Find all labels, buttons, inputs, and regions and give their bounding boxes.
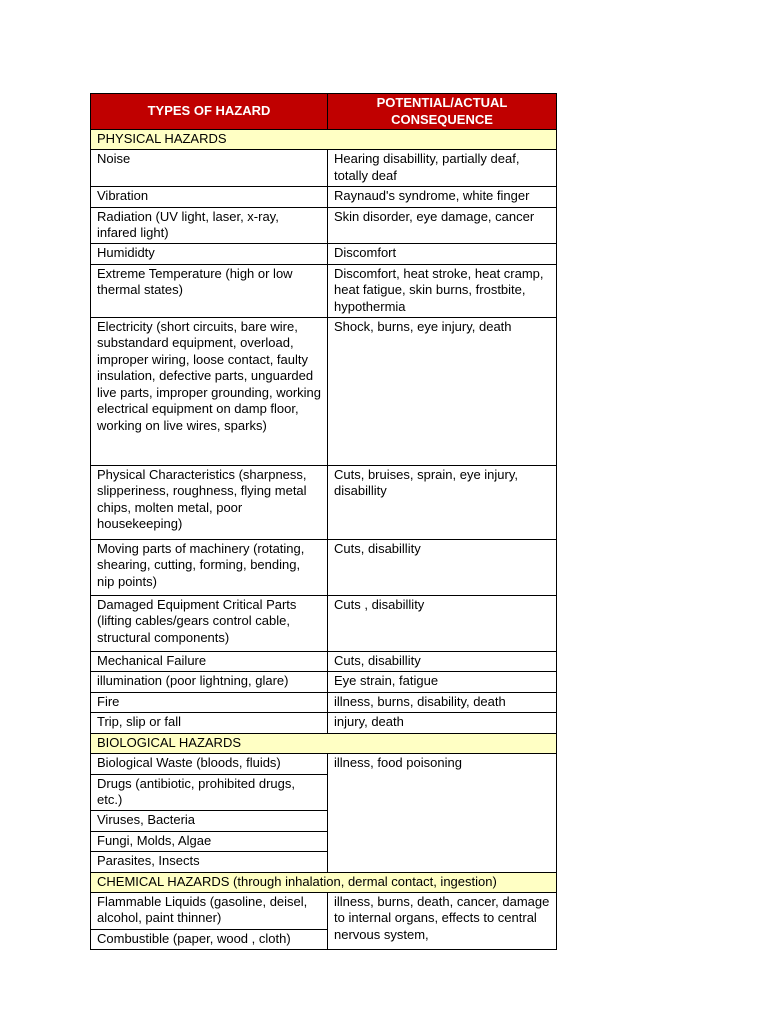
table-row: [91, 150, 557, 187]
hazard-cell: Flammable Liquids (gasoline, deisel, alcohol, paint thinner): [91, 892, 328, 929]
hazard-cell: Fungi, Molds, Algae: [91, 831, 328, 851]
consequence-cell: Discomfort: [328, 244, 557, 264]
consequence-cell: Skin disorder, eye damage, cancer: [328, 207, 557, 244]
hazard-cell: Fire: [91, 692, 328, 712]
table-row: [91, 754, 557, 774]
consequence-cell: Discomfort, heat stroke, heat cramp, heat fatigue, skin burns, frostbite, hypothermia: [328, 264, 557, 317]
table-row: [91, 264, 557, 317]
section-title: CHEMICAL HAZARDS (through inhalation, dermal contact, ingestion): [91, 872, 557, 892]
table-row: [91, 692, 557, 712]
table-row: [91, 892, 557, 929]
section-title: BIOLOGICAL HAZARDS: [91, 733, 557, 753]
table-row: [91, 244, 557, 264]
section-row-chemical: [91, 872, 557, 892]
hazard-cell: illumination (poor lightning, glare): [91, 672, 328, 692]
hazard-cell: Electricity (short circuits, bare wire, substandard equipment, overload, improper wiring, loose contact, faulty insulation, defective parts, unguarded live parts, improper grounding, working electrical equipment on damp floor, working on live wires, sparks): [91, 318, 328, 466]
consequence-cell: Shock, burns, eye injury, death: [328, 318, 557, 466]
consequence-cell: Hearing disabillity, partially deaf, totally deaf: [328, 150, 557, 187]
hazard-cell: Combustible (paper, wood , cloth): [91, 929, 328, 949]
consequence-cell: illness, food poisoning: [328, 754, 557, 872]
header-consequence-line2: CONSEQUENCE: [391, 111, 493, 127]
section-title: PHYSICAL HAZARDS: [91, 130, 557, 150]
header-consequence: [328, 94, 557, 130]
header-consequence-line1: POTENTIAL/ACTUAL: [376, 95, 508, 111]
hazard-cell: Extreme Temperature (high or low thermal states): [91, 264, 328, 317]
table-row: [91, 713, 557, 733]
hazard-cell: Moving parts of machinery (rotating, shearing, cutting, forming, bending, nip points): [91, 540, 328, 596]
hazard-cell: Mechanical Failure: [91, 652, 328, 672]
table-row: [91, 652, 557, 672]
consequence-cell: Cuts, disabillity: [328, 652, 557, 672]
consequence-cell: Cuts, disabillity: [328, 540, 557, 596]
hazard-cell: Biological Waste (bloods, fluids): [91, 754, 328, 774]
table-row: [91, 466, 557, 540]
table-row: [91, 672, 557, 692]
hazard-cell: Drugs (antibiotic, prohibited drugs, etc.): [91, 774, 328, 811]
hazard-cell: Physical Characteristics (sharpness, slipperiness, roughness, flying metal chips, molten metal, poor housekeeping): [91, 466, 328, 540]
section-row-biological: [91, 733, 557, 753]
header-types-of-hazard: TYPES OF HAZARD: [91, 94, 328, 130]
consequence-cell: illness, burns, death, cancer, damage to internal organs, effects to central nervous system,: [328, 892, 557, 949]
hazard-cell: Radiation (UV light, laser, x-ray, infared light): [91, 207, 328, 244]
hazard-table: [90, 93, 557, 950]
consequence-cell: injury, death: [328, 713, 557, 733]
section-row-physical: [91, 130, 557, 150]
consequence-cell: Raynaud's syndrome, white finger: [328, 187, 557, 207]
consequence-cell: illness, burns, disability, death: [328, 692, 557, 712]
table-row: [91, 187, 557, 207]
hazard-cell: Viruses, Bacteria: [91, 811, 328, 831]
consequence-cell: Cuts, bruises, sprain, eye injury, disabillity: [328, 466, 557, 540]
table-header-row: [91, 94, 557, 130]
table-row: [91, 540, 557, 596]
hazard-cell: Parasites, Insects: [91, 852, 328, 872]
table-row: [91, 318, 557, 466]
hazard-cell: Vibration: [91, 187, 328, 207]
table-row: [91, 207, 557, 244]
hazard-cell: Humididty: [91, 244, 328, 264]
consequence-cell: Eye strain, fatigue: [328, 672, 557, 692]
consequence-cell: Cuts , disabillity: [328, 596, 557, 652]
hazard-cell: Trip, slip or fall: [91, 713, 328, 733]
hazard-cell: Noise: [91, 150, 328, 187]
table-row: [91, 596, 557, 652]
hazard-cell: Damaged Equipment Critical Parts (lifting cables/gears control cable, structural components): [91, 596, 328, 652]
